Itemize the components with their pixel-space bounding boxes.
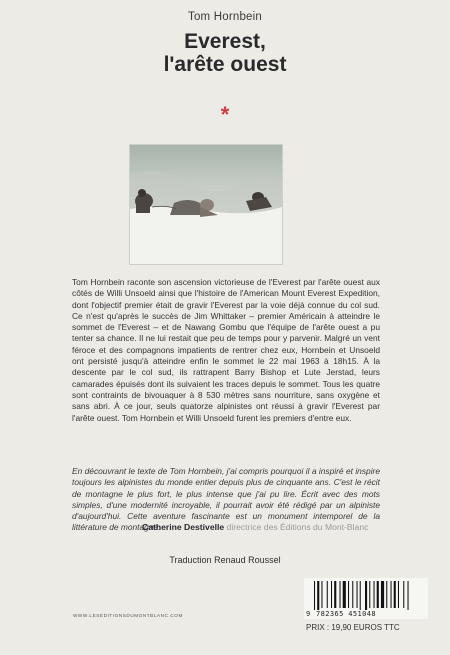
snow-climbers-illustration <box>130 145 282 264</box>
quote-author: Catherine Destivelle <box>142 522 225 532</box>
blurb-paragraph <box>72 277 380 424</box>
asterisk-ornament: * <box>220 102 230 127</box>
blurb-text: Tom Hornbein raconte son ascension victorieuse de l'Everest par l'arête ouest aux côtés de Willi Unsoeld ainsi que l'histoire de l'American Mount Everest Expedition, dont l'objectif premier était de gravir l'Everest par la voie déjà connue du col sud. Ce n'est qu'après le succès de Jim Whittaker – premier Américain à atteindre le sommet de l'Everest – et de Nawang Gombu que l'équipe de l'arête ouest a pu tenter sa chance. Il ne lui restait que peu de temps pour y parvenir. Malgré un vent féroce et des compagnons impatients de rentrer chez eux, Hornbein et Unsoeld ont persisté jusqu'à atteindre enfin le sommet le 22 mai 1963 à 18h15. À la descente par le col sud, ils rattrapent Barry Bishop et Lute Jerstad, leurs camarades épuisés dont ils suivaient les traces depuis le sommet. Tous les quatre sont contraints de bivouaquer à 8 530 mètres sans nourriture, sans oxygène et sans abri. À ce jour, seuls quatorze alpinistes ont réussi à gravir l'Everest par l'arête ouest. Tom Hornbein et Willi Unsoeld furent les premiers d'entre eux. <box>72 277 380 423</box>
quote-text: En découvrant le texte de Tom Hornbein, j'ai compris pourquoi il a inspiré et inspire toujours les alpinistes du monde entier depuis plus de cinquante ans. C'est le récit de montagne le plus fort, le plus intense que j'ai pu lire. Écrit avec des mots simples, d'une modernité incroyable, il pourrait avoir été rédigé par un alpiniste d'aujourd'hui. Cette aventure fascinante est un monument intemporel de la littérature de montagne. <box>72 466 380 533</box>
publisher-website: WWW.LESEDITIONSDUMONTBLANC.COM <box>73 613 183 618</box>
price-label: PRIX : 19,90 EUROS TTC <box>306 623 400 632</box>
barcode-digits: 782365 451048 <box>316 610 376 618</box>
translator-credit: Traduction Renaud Roussel <box>169 555 281 565</box>
author-name: Tom Hornbein <box>188 11 262 23</box>
barcode-lead-digit: 9 <box>306 610 311 618</box>
title-line-1: Everest, <box>184 30 266 53</box>
book-title <box>0 30 450 76</box>
quote-signature <box>142 522 402 533</box>
isbn-barcode <box>304 578 428 619</box>
climbers-photo <box>129 144 283 265</box>
quote-author-role: directrice des Éditions du Mont-Blanc <box>226 522 369 532</box>
title-line-2: l'arête ouest <box>163 53 287 76</box>
barcode-bars <box>314 581 422 610</box>
